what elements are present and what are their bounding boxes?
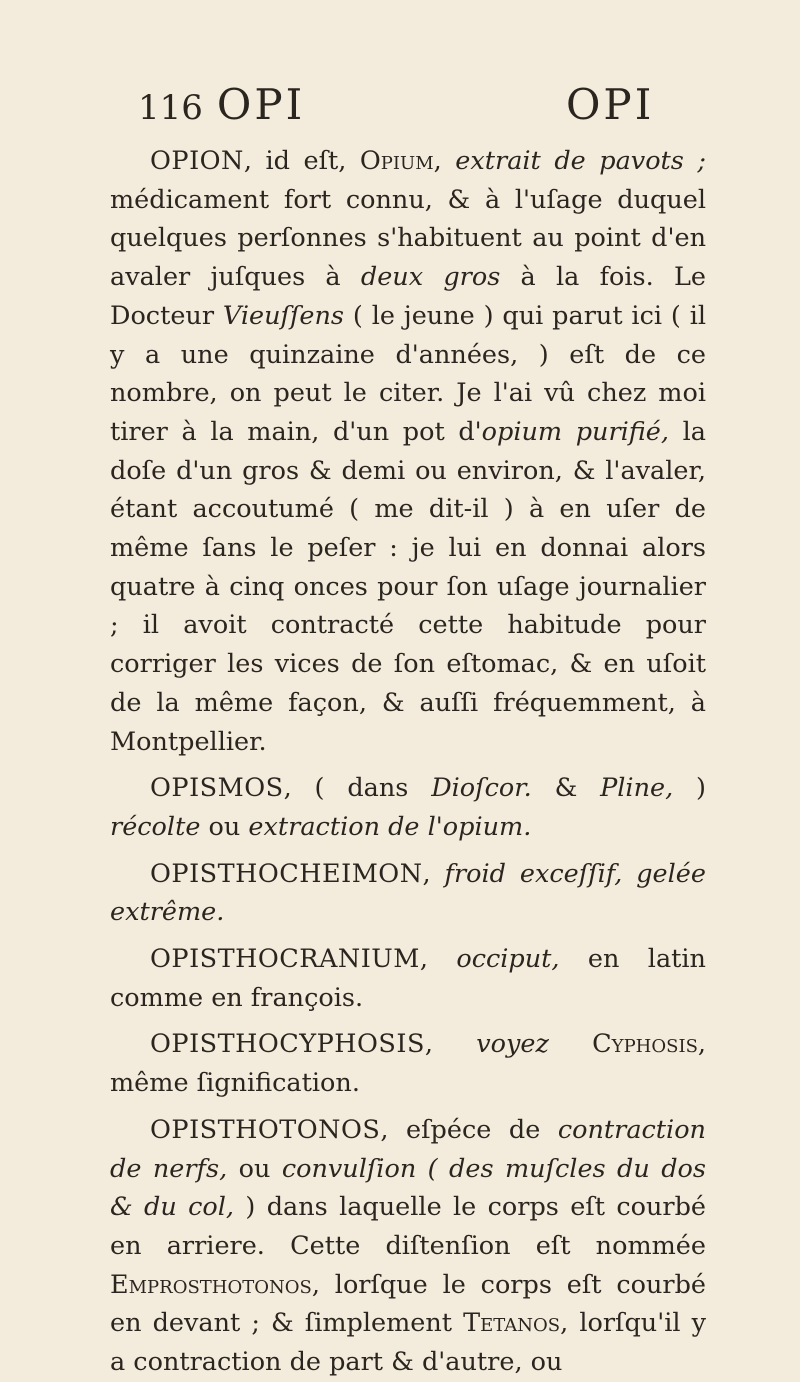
entry-text: , id eſt, bbox=[243, 146, 360, 176]
entry-italic: convulſion ( des muſcles du dos & du col, bbox=[110, 1153, 706, 1223]
entry-opisthotonos bbox=[110, 1111, 706, 1382]
entry-text: , même ſignification. bbox=[110, 1029, 707, 1099]
entry-text: , lorſque le corps eſt courbé en devant ; & ſimplement bbox=[110, 1269, 706, 1339]
entry-text bbox=[549, 1029, 592, 1059]
headword: OPISMOS bbox=[150, 773, 284, 804]
entry-italic: récolte bbox=[110, 811, 201, 842]
entry-italic: contraction de nerfs, bbox=[110, 1114, 706, 1184]
entry-opismos bbox=[110, 769, 706, 846]
dictionary-text bbox=[110, 142, 706, 1382]
entry-text: ) bbox=[673, 773, 706, 804]
entry-text: ( le jeune ) qui parut ici ( il y a une quinzaine d'années, ) eſt de ce nombre, on peut le citer. Je l'ai vû chez moi tirer à la main, d'un pot d' bbox=[110, 300, 707, 447]
entry-smallcaps: Emprosthotonos bbox=[110, 1269, 312, 1300]
entry-text: , bbox=[419, 944, 457, 975]
entry-italic: deux gros bbox=[360, 262, 501, 293]
entry-text: , bbox=[424, 1029, 477, 1060]
entry-smallcaps: Cyphosis bbox=[592, 1029, 698, 1060]
entry-italic: froid exceſſif, gelée extrême. bbox=[110, 858, 706, 928]
entry-opion bbox=[110, 142, 706, 761]
entry-italic: Dioſcor. bbox=[431, 773, 532, 804]
entry-text: , bbox=[422, 858, 445, 889]
entry-text: , ( dans bbox=[283, 773, 432, 804]
page-number: 116 bbox=[138, 88, 203, 128]
entry-smallcaps: Opium bbox=[359, 146, 434, 176]
entry-text: ou bbox=[227, 1153, 282, 1184]
header-left-word: OPI bbox=[216, 80, 306, 129]
entry-italic: voyez bbox=[476, 1029, 549, 1060]
entry-italic: opium purifié, bbox=[481, 416, 670, 447]
entry-text: médicament fort connu, & à l'uſage duquel quelques perſonnes s'habituent au point d'en avaler juſques à bbox=[110, 184, 706, 293]
headword: OPISTHOCRANIUM bbox=[150, 944, 420, 975]
entry-text: en latin comme en françois. bbox=[110, 944, 706, 1013]
entry-italic: extraction de l'opium. bbox=[248, 811, 532, 842]
entry-text: , eſpéce de bbox=[380, 1114, 558, 1145]
entry-text: , lorſqu'il y a contraction de part & d'autre, ou bbox=[110, 1308, 706, 1378]
entry-italic: extrait de pavots ; bbox=[455, 146, 706, 176]
entry-text: à la fois. Le Docteur bbox=[110, 262, 706, 331]
entry-text: ) dans laquelle le corps eſt courbé en arriere. Cette diſtenſion eſt nommée bbox=[110, 1192, 706, 1261]
headword: OPISTHOCYPHOSIS bbox=[150, 1029, 425, 1060]
entry-text: la doſe d'un gros & demi ou environ, & l'avaler, étant accoutumé ( me dit-il ) à en uſer de même ſans le peſer : je lui en donnai alors quatre à cinq onces pour ſon uſage journalier ; il avoit contracté cette habitude pour corriger les vices de ſon eſtomac, & en uſoit de la même façon, & auſſi fréquemment, à Montpellier. bbox=[110, 416, 706, 757]
entry-text: ou bbox=[200, 811, 249, 842]
entry-smallcaps: Tetanos bbox=[463, 1308, 561, 1339]
entry-italic: Pline, bbox=[600, 773, 674, 804]
headword: OPION bbox=[150, 146, 244, 176]
entry-opisthocranium bbox=[110, 940, 706, 1017]
headword: OPISTHOCHEIMON bbox=[150, 858, 423, 889]
entry-italic: Vieuſſens bbox=[222, 300, 345, 331]
entry-text: & bbox=[531, 773, 601, 804]
headword: OPISTHOTONOS bbox=[150, 1114, 381, 1145]
entry-italic: occiput, bbox=[456, 944, 560, 975]
header-left bbox=[138, 80, 305, 133]
header-right-word: OPI bbox=[566, 80, 655, 129]
entry-opisthocheimon bbox=[110, 855, 706, 932]
entry-opisthocyphosis bbox=[110, 1025, 706, 1102]
entry-text: , bbox=[433, 146, 456, 176]
